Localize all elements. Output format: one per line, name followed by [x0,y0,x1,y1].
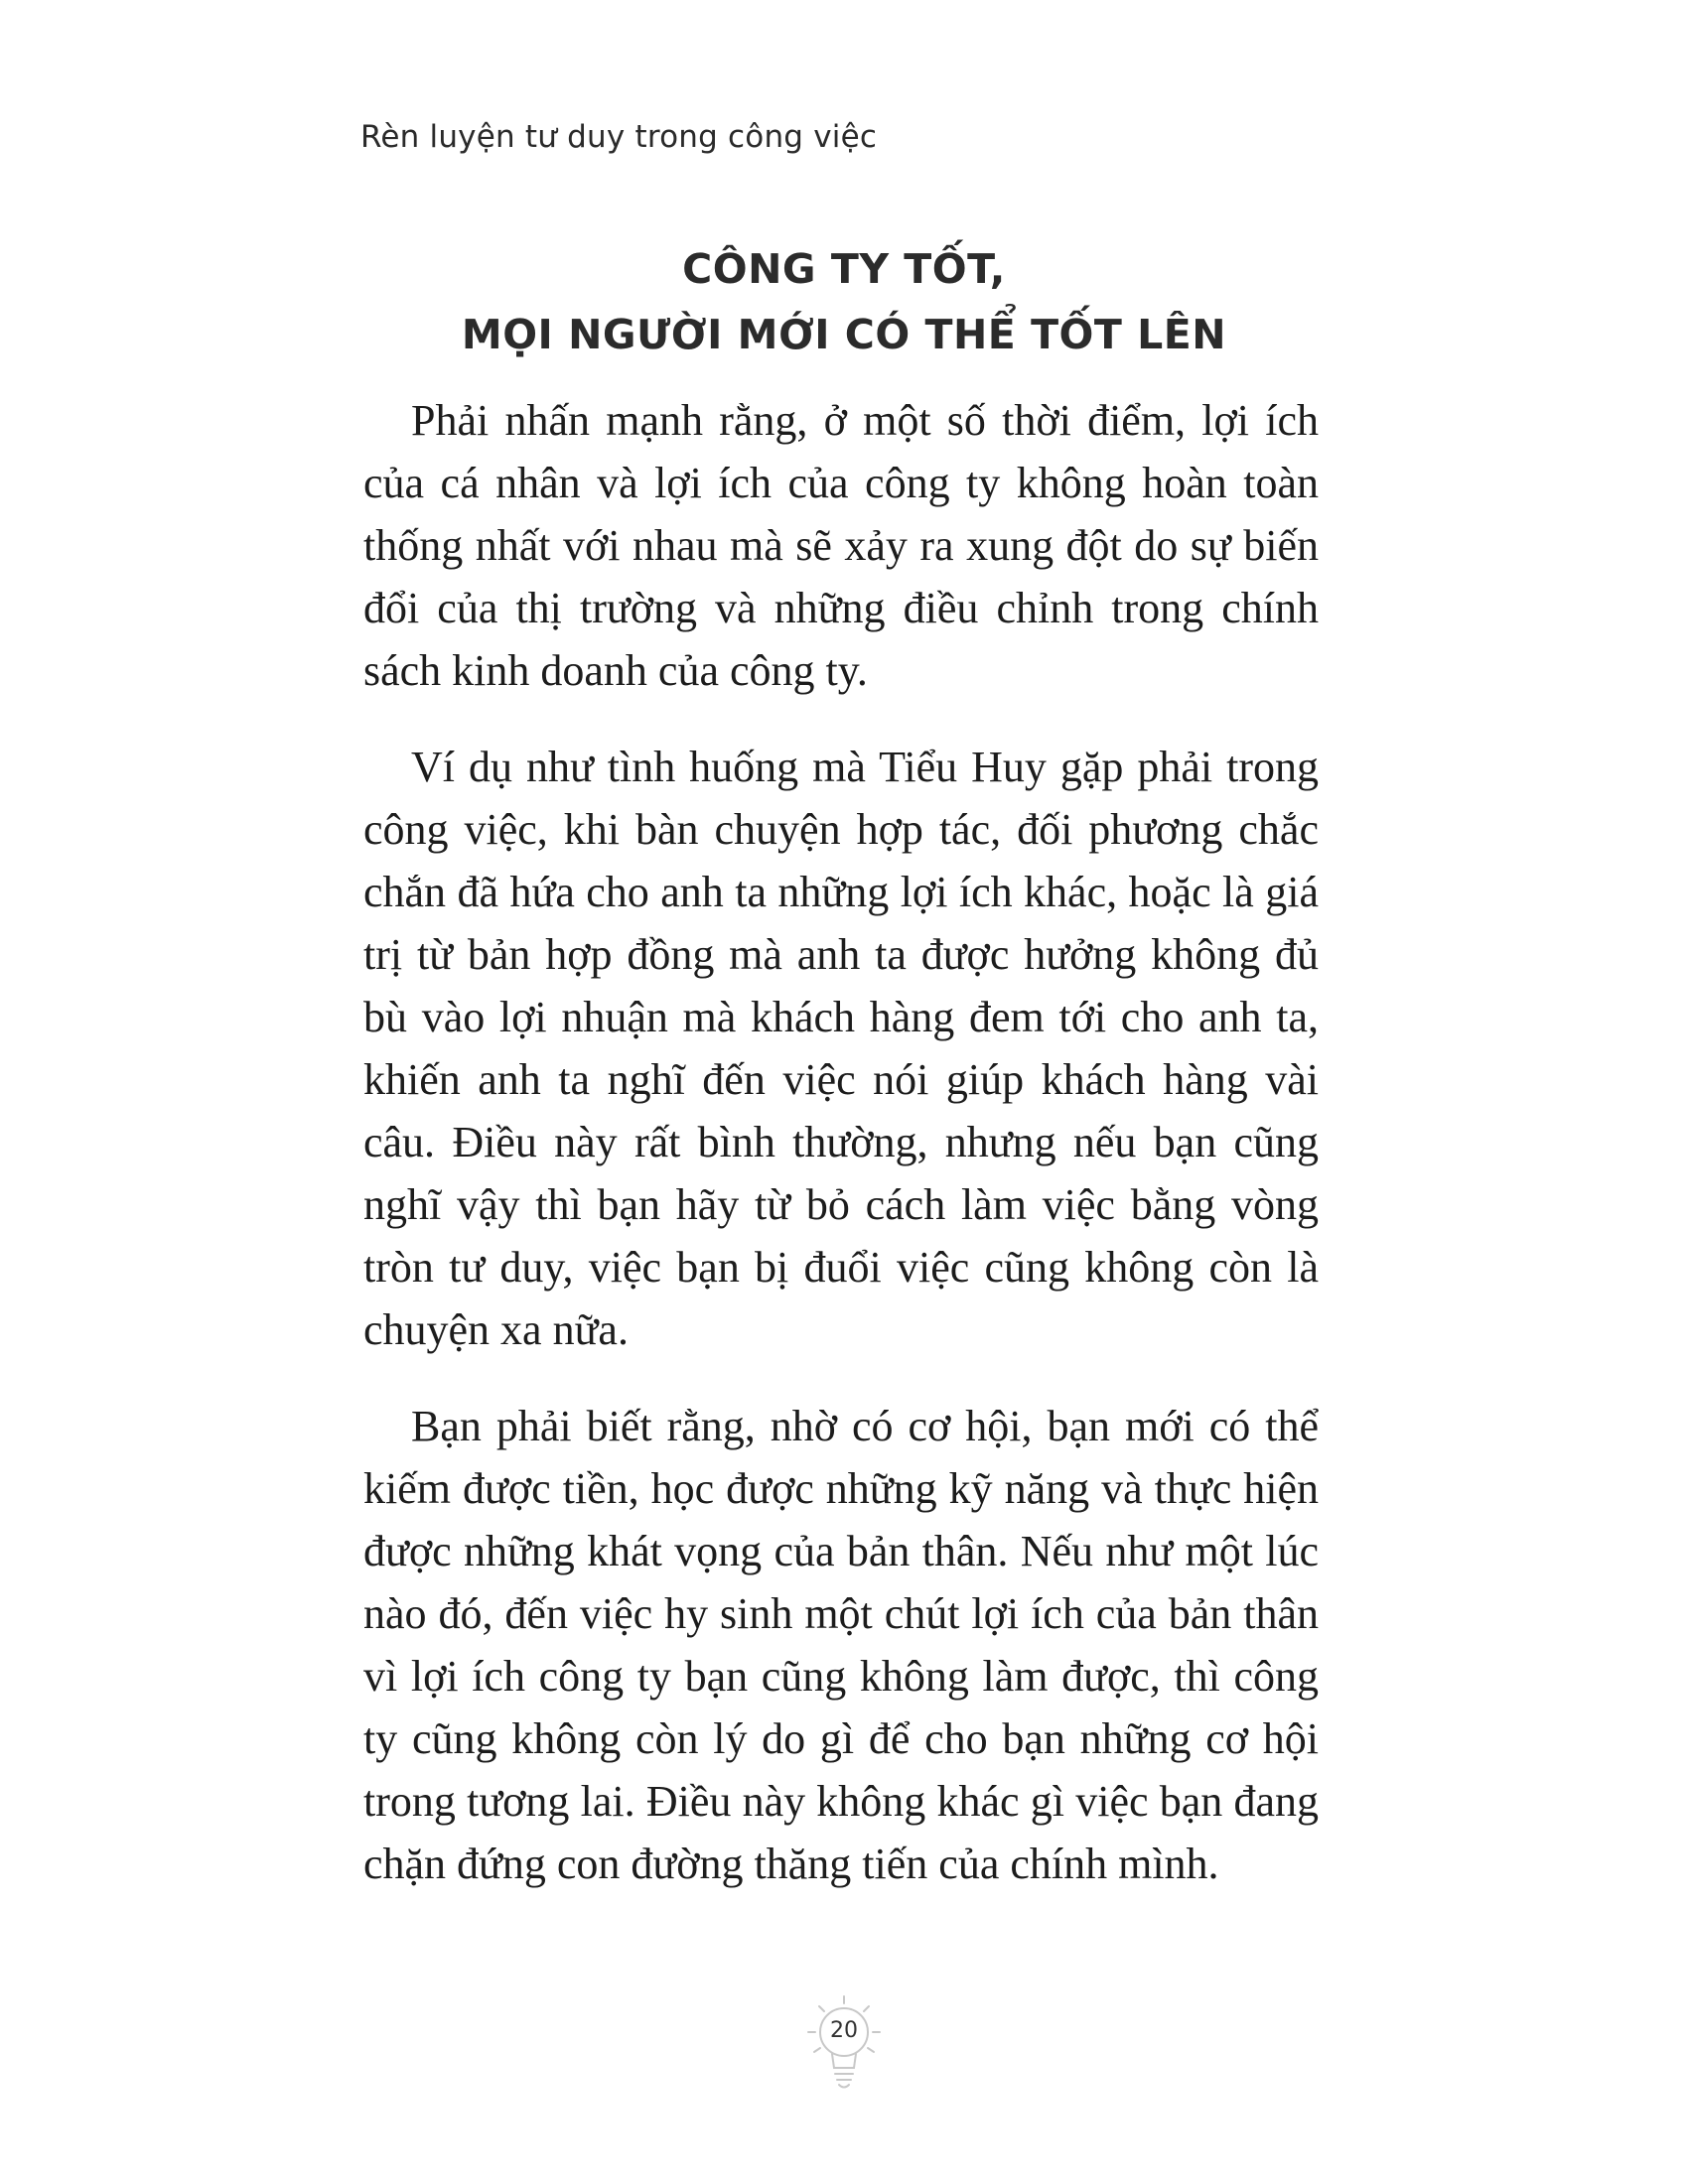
paragraph-2: Ví dụ như tình huống mà Tiểu Huy gặp phải trong công việc, khi bàn chuyện hợp tác, đối phương chắc chắn đã hứa cho anh ta những lợi ích khác, hoặc là giá trị từ bản hợp đồng mà anh ta được hưởng không đủ bù vào lợi nhuận mà khách hàng đem tới cho anh ta, khiến anh ta nghĩ đến việc nói giúp khách hàng vài câu. Điều này rất bình thường, nhưng nếu bạn cũng nghĩ vậy thì bạn hãy từ bỏ cách làm việc bằng vòng tròn tư duy, việc bạn bị đuổi việc cũng không còn là chuyện xa nữa. [363,743,1319,1354]
body-text [363,389,1319,1929]
running-header: Rèn luyện tư duy trong công việc [360,119,878,155]
paragraph-3: Bạn phải biết rằng, nhờ có cơ hội, bạn mới có thể kiếm được tiền, học được những kỹ năng và thực hiện được những khát vọng của bản thân. Nếu như một lúc nào đó, đến việc hy sinh một chút lợi ích của bản thân vì lợi ích công ty bạn cũng không làm được, thì công ty cũng không còn lý do gì để cho bạn những cơ hội trong tương lai. Điều này không khác gì việc bạn đang chặn đứng con đường thăng tiến của chính mình. [363,1402,1319,1888]
chapter-title-line-2: MỌI NGƯỜI MỚI CÓ THỂ TỐT LÊN [461,311,1227,358]
page-footer [799,1990,889,2100]
lightbulb-icon [799,1990,889,2100]
chapter-title-line-1: CÔNG TY TỐT, [682,245,1006,293]
chapter-title [0,236,1688,367]
page-number: 20 [830,2018,858,2043]
paragraph-1: Phải nhấn mạnh rằng, ở một số thời điểm, lợi ích của cá nhân và lợi ích của công ty không hoàn toàn thống nhất với nhau mà sẽ xảy ra xung đột do sự biến đổi của thị trường và những điều chỉnh trong chính sách kinh doanh của công ty. [363,396,1319,695]
